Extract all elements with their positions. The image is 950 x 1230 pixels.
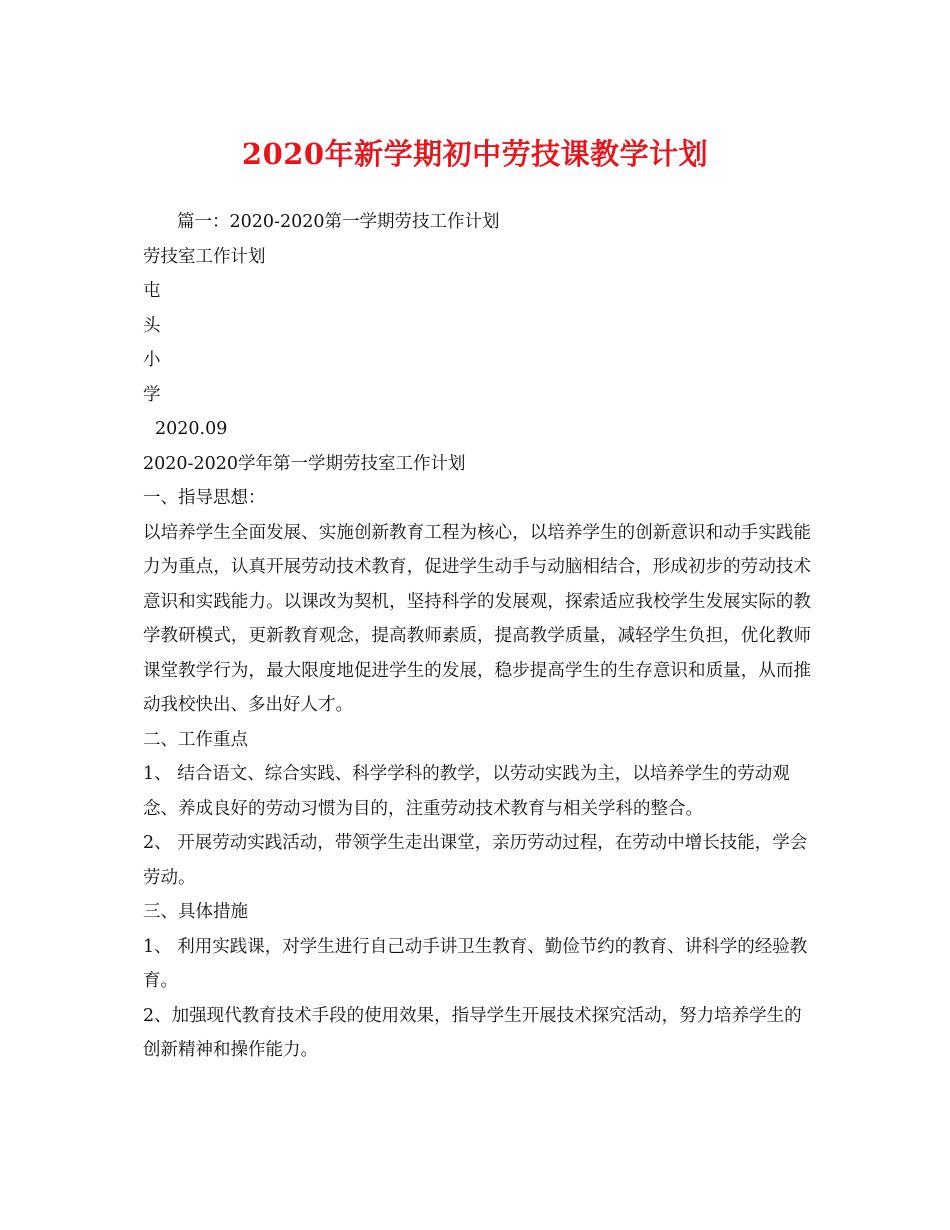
school-char: 小 xyxy=(143,350,161,370)
school-char: 屯 xyxy=(143,281,161,301)
list-item: 1、 结合语文、综合实践、科学学科的教学，以劳动实践为主，以培养学生的劳动观念、养成良好的劳动习惯为目的，注重劳动技术教育与相关学科的整合。 xyxy=(143,764,790,819)
section-heading: 一、指导思想： xyxy=(143,488,266,508)
list-item: 2、 开展劳动实践活动，带领学生走出课堂，亲历劳动过程，在劳动中增长技能，学会劳动。 xyxy=(143,833,808,888)
plan-title: 2020-2020学年第一学期劳技室工作计划 xyxy=(143,453,466,474)
school-char: 头 xyxy=(143,315,161,336)
school-char: 学 xyxy=(143,384,161,405)
list-item: 2、加强现代教育技术手段的使用效果，指导学生开展技术探究活动，努力培养学生的创新精神和操作能力。 xyxy=(143,1005,802,1060)
plan-name: 劳技室工作计划 xyxy=(143,246,266,267)
plan-date: 2020.09 xyxy=(155,419,228,439)
section-heading: 三、具体措施 xyxy=(143,902,248,922)
document-title: 2020年新学期初中劳技课教学计划 xyxy=(241,137,709,171)
section-paragraph: 以培养学生全面发展、实施创新教育工程为核心，以培养学生的创新意识和动手实践能力为重点，认真开展劳动技术教育，促进学生动手与动脑相结合，形成初步的劳动技术意识和实践能力。以课改为契机，坚持科学的发展观，探索适应我校学生发展实际的教学教研模式，更新教育观念，提高教师素质，提高教学质量，减轻学生负担，优化教师课堂教学行为，最大限度地促进学生的发展，稳步提高学生的生存意识和质量，从而推动我校快出、多出好人才。 xyxy=(143,522,811,715)
document-subtitle: 篇一：2020-2020第一学期劳技工作计划 xyxy=(177,212,500,232)
section-heading: 二、工作重点 xyxy=(143,729,248,750)
list-item: 1、 利用实践课，对学生进行自己动手讲卫生教育、勤俭节约的教育、讲科学的经验教育。 xyxy=(143,936,808,991)
document-body xyxy=(143,205,811,1068)
